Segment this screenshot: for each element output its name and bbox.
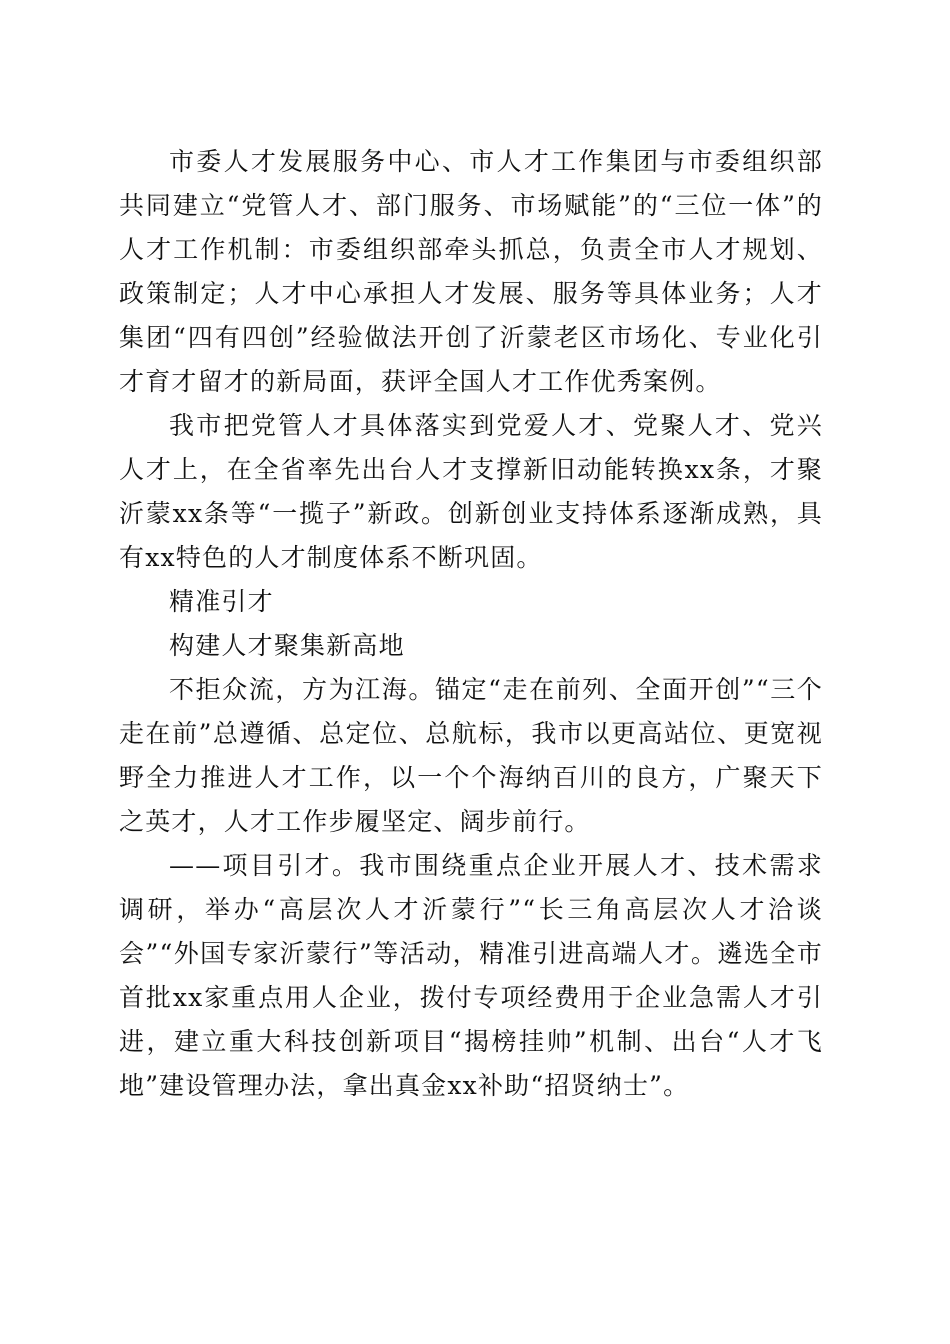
paragraph-project-recruitment: ——项目引才。我市围绕重点企业开展人才、技术需求调研，举办“高层次人才沂蒙行”“长三角高层次人才洽谈会”“外国专家沂蒙行”等活动，精准引进高端人才。遴选全市首批xx家重点用人企业，拨付专项经费用于企业急需人才引进，建立重大科技创新项目“揭榜挂帅”机制、出台“人才飞地”建设管理办法，拿出真金xx补助“招贤纳士”。 [119,851,823,1100]
document-body [119,140,823,1108]
paragraph-talent-gathering: 不拒众流，方为江海。锚定“走在前列、全面开创”“三个走在前”总遵循、总定位、总航标，我市以更高站位、更宽视野全力推进人才工作，以一个个海纳百川的良方，广聚天下之英才，人才工作步履坚定、阔步前行。 [119,675,823,836]
section-subheading: 构建人才聚集新高地 [169,631,405,660]
section-heading: 精准引才 [169,587,274,616]
paragraph-talent-mechanism: 市委人才发展服务中心、市人才工作集团与市委组织部共同建立“党管人才、部门服务、市场赋能”的“三位一体”的人才工作机制：市委组织部牵头抓总，负责全市人才规划、政策制定；人才中心承担人才发展、服务等具体业务；人才集团“四有四创”经验做法开创了沂蒙老区市场化、专业化引才育才留才的新局面，获评全国人才工作优秀案例。 [119,147,823,396]
paragraph-party-talent-policy: 我市把党管人才具体落实到党爱人才、党聚人才、党兴人才上，在全省率先出台人才支撑新旧动能转换xx条，才聚沂蒙xx条等“一揽子”新政。创新创业支持体系逐渐成熟，具有xx特色的人才制度体系不断巩固。 [119,411,823,572]
